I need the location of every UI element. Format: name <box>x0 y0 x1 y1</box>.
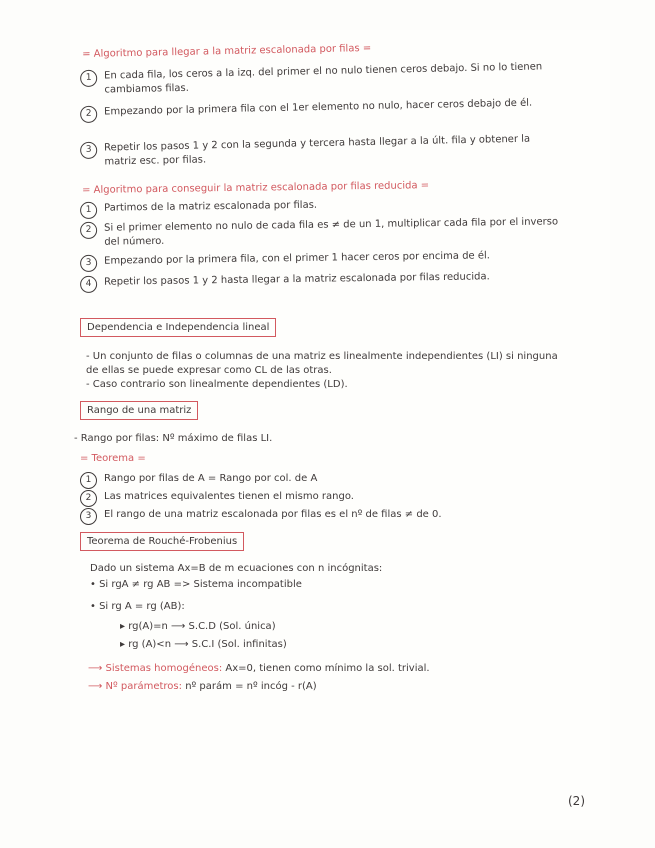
number-circle-1: 1 <box>80 472 97 489</box>
section3-line-2: - Caso contrario son linealmente dependientes (LD). <box>86 379 348 390</box>
section2-title: = Algoritmo para conseguir la matriz escalonada por filas reducida = <box>82 180 430 196</box>
rouche-sub-1: ▸ rg(A)=n ⟶ S.C.D (Sol. única) <box>120 620 600 634</box>
number-circle-2: 2 <box>80 106 97 123</box>
section1-item-1-text: En cada fila, los ceros a la izq. del primer el no nulo tienen ceros debajo. Si no lo tienen cambiamos filas. <box>104 61 543 96</box>
number-circle-3: 3 <box>80 508 97 525</box>
section4-line: - Rango por filas: Nº máximo de filas LI. <box>74 433 273 444</box>
number-circle-1: 1 <box>80 70 97 87</box>
parameters-label: Nº parámetros: <box>105 681 183 692</box>
theorem-item-2-text: Las matrices equivalentes tienen el mismo rango. <box>104 491 354 502</box>
section2-item-2-text: Si el primer elemento no nulo de cada fila es ≠ de un 1, multiplicar cada fila por el inverso del número. <box>104 216 559 248</box>
theorem-item-1-text: Rango por filas de A = Rango por col. de A <box>104 473 318 484</box>
number-circle-3: 3 <box>80 142 97 159</box>
section2-item-1-text: Partimos de la matriz escalonada por filas. <box>104 199 318 214</box>
homogeneous-label: Sistemas homogéneos: <box>105 663 223 674</box>
parameters-line <box>88 680 568 694</box>
number-circle-3: 3 <box>80 255 97 272</box>
number-circle-4: 4 <box>80 276 97 293</box>
number-circle-2: 2 <box>80 222 97 239</box>
theorem-item-3 <box>82 508 562 522</box>
theorem-title: = Teorema = <box>80 453 146 464</box>
section1-title: = Algoritmo para llegar a la matriz escalonada por filas = <box>82 42 372 60</box>
section1-item-2-text: Empezando por la primera fila con el 1er elemento no nulo, hacer ceros debajo de él. <box>104 97 533 118</box>
theorem-item-3-text: El rango de una matriz escalonada por filas es el nº de filas ≠ de 0. <box>104 509 442 520</box>
homogeneous-text: Ax=0, tienen como mínimo la sol. trivial. <box>225 663 430 674</box>
section3-line-1: - Un conjunto de filas o columnas de una matriz es linealmente independientes (LI) si ninguna de ellas se puede expresar como CL de las otras. <box>86 351 558 376</box>
page-number: (2) <box>568 794 585 808</box>
section5-title-box: Teorema de Rouché-Frobenius <box>80 532 244 551</box>
section3-title-box: Dependencia e Independencia lineal <box>80 318 276 337</box>
rouche-sub-2: ▸ rg (A)<n ⟶ S.C.I (Sol. infinitas) <box>120 638 600 652</box>
rouche-bullet-1: • Si rgA ≠ rg AB => Sistema incompatible <box>90 578 570 592</box>
section2-item-4-text: Repetir los pasos 1 y 2 hasta llegar a la matriz escalonada por filas reducida. <box>104 271 490 288</box>
section4-title-box: Rango de una matriz <box>80 401 198 420</box>
rouche-intro: Dado un sistema Ax=B de m ecuaciones con n incógnitas: <box>90 563 383 574</box>
theorem-item-2 <box>82 490 562 504</box>
theorem-item-1 <box>82 472 562 486</box>
arrow-icon: ⟶ <box>88 663 106 674</box>
number-circle-2: 2 <box>80 490 97 507</box>
parameters-text: nº parám = nº incóg - r(A) <box>185 681 317 692</box>
section2-item-3-text: Empezando por la primera fila, con el primer 1 hacer ceros por encima de él. <box>104 250 491 267</box>
homogeneous-line <box>88 662 568 676</box>
arrow-icon: ⟶ <box>88 681 106 692</box>
section1-item-3-text: Repetir los pasos 1 y 2 con la segunda y tercera hasta llegar a la últ. fila y obtener la matriz esc. por filas. <box>104 133 531 168</box>
rouche-bullet-2: • Si rg A = rg (AB): <box>90 600 570 614</box>
number-circle-1: 1 <box>80 202 97 219</box>
